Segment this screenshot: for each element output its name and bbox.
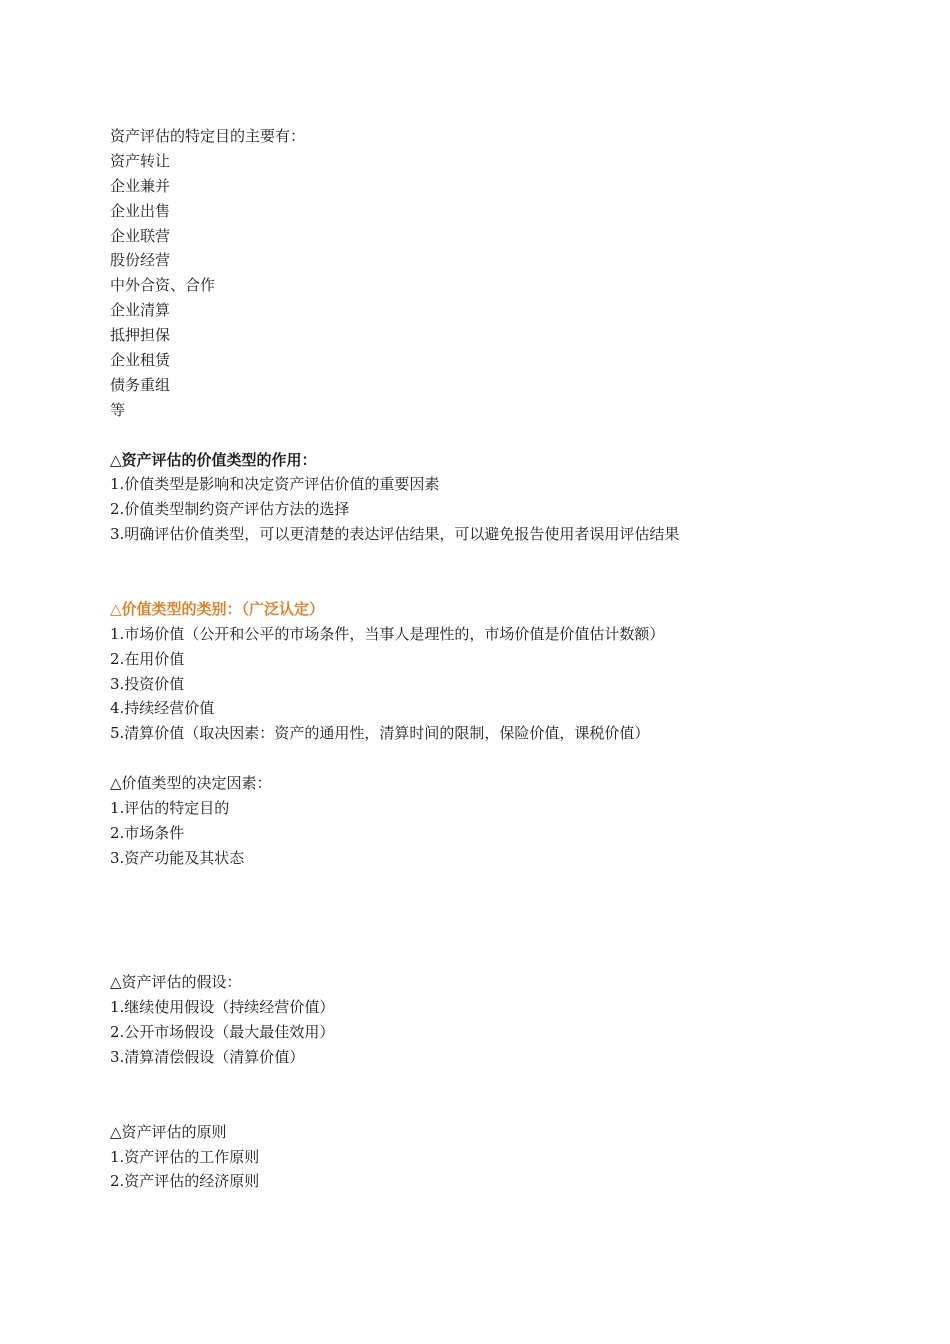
list-item: 1.资产评估的工作原则 — [110, 1147, 260, 1166]
list-item: 3.资产功能及其状态 — [110, 848, 245, 867]
list-item: 2.资产评估的经济原则 — [110, 1172, 260, 1191]
list-item: 2.市场条件 — [110, 823, 185, 842]
list-item: 抵押担保 — [110, 326, 171, 345]
list-item: 企业清算 — [110, 301, 171, 320]
list-item: 企业出售 — [110, 201, 171, 220]
section-heading-principles: △资产评估的原则 — [110, 1122, 227, 1141]
spacer — [110, 423, 890, 448]
list-item: 2.在用价值 — [110, 649, 185, 668]
list-item: 4.持续经营价值 — [110, 699, 215, 718]
list-item: 5.清算价值（取决因素：资产的通用性，清算时间的限制，保险价值，课税价值） — [110, 724, 650, 743]
list-item: 股份经营 — [110, 251, 171, 270]
spacer — [110, 746, 890, 771]
spacer — [110, 945, 890, 970]
list-item: 企业联营 — [110, 226, 171, 245]
list-item: 1.市场价值（公开和公平的市场条件，当事人是理性的，市场价值是价值估计数额） — [110, 624, 665, 643]
list-item: 1.价值类型是影响和决定资产评估价值的重要因素 — [110, 475, 440, 494]
list-item: 1.继续使用假设（持续经营价值） — [110, 998, 335, 1017]
section-heading-value-type-role: △资产评估的价值类型的作用： — [110, 450, 317, 469]
list-item: 中外合资、合作 — [110, 276, 216, 295]
spacer — [110, 1095, 890, 1120]
section-heading-value-type-categories: △价值类型的类别：（广泛认定） — [110, 599, 325, 618]
section-heading-value-type-factors: △价值类型的决定因素： — [110, 774, 272, 793]
spacer — [110, 572, 890, 597]
section-heading-assumptions: △资产评估的假设： — [110, 973, 242, 992]
list-item: 企业兼并 — [110, 176, 171, 195]
section-heading-specific-purpose: 资产评估的特定目的主要有： — [110, 127, 306, 145]
list-item: 3.清算清偿假设（清算价值） — [110, 1047, 305, 1066]
list-item: 3.明确评估价值类型，可以更清楚的表达评估结果，可以避免报告使用者误用评估结果 — [110, 525, 680, 544]
spacer — [110, 896, 890, 921]
list-item: 债务重组 — [110, 375, 171, 394]
list-item: 3.投资价值 — [110, 674, 185, 693]
spacer — [110, 547, 890, 572]
list-item: 1.评估的特定目的 — [110, 799, 230, 818]
list-item: 资产转让 — [110, 151, 171, 170]
list-item: 企业租赁 — [110, 351, 171, 370]
list-item: 2.公开市场假设（最大最佳效用） — [110, 1023, 335, 1042]
spacer — [110, 921, 890, 946]
spacer — [110, 871, 890, 896]
document-body — [110, 124, 890, 1194]
list-item: 等 — [110, 400, 126, 419]
list-item: 2.价值类型制约资产评估方法的选择 — [110, 500, 350, 519]
spacer — [110, 1070, 890, 1095]
